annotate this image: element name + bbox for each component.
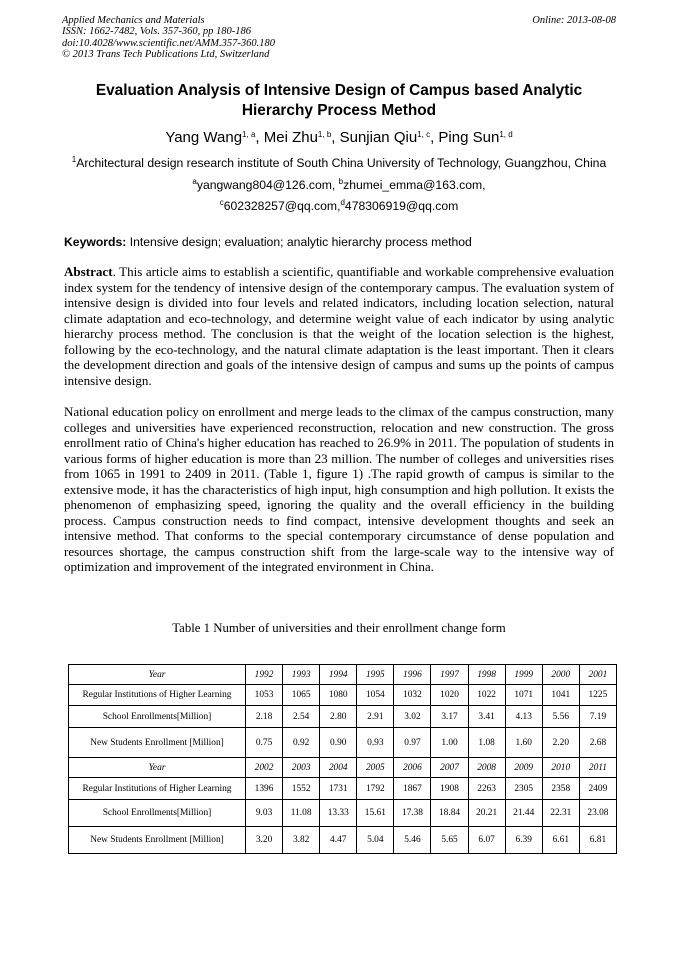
author-mark: 1, d — [499, 130, 513, 139]
table-cell: 3.82 — [283, 827, 320, 854]
year-cell: 2010 — [542, 758, 579, 778]
table-year-row — [69, 758, 617, 778]
table-cell: 6.39 — [505, 827, 542, 854]
table-cell: 13.33 — [320, 800, 357, 827]
table-cell: 9.03 — [246, 800, 283, 827]
table-cell: 3.17 — [431, 706, 468, 728]
table-cell: 4.13 — [505, 706, 542, 728]
table-cell: 4.47 — [320, 827, 357, 854]
keywords — [64, 234, 618, 250]
table-cell: 1.60 — [505, 728, 542, 758]
table-cell: 3.20 — [246, 827, 283, 854]
year-cell: 2000 — [542, 665, 579, 685]
year-cell: 1999 — [505, 665, 542, 685]
table-cell: 2263 — [468, 778, 505, 800]
table-cell: 11.08 — [283, 800, 320, 827]
abstract — [64, 264, 614, 388]
table-cell: 0.93 — [357, 728, 394, 758]
year-cell: 2007 — [431, 758, 468, 778]
keywords-text: Intensive design; evaluation; analytic hierarchy process method — [126, 235, 472, 249]
year-cell: 2003 — [283, 758, 320, 778]
table-cell: 1908 — [431, 778, 468, 800]
table-cell: 2.18 — [246, 706, 283, 728]
table-cell: 1065 — [283, 685, 320, 706]
year-header: Year — [69, 758, 246, 778]
table-row — [69, 685, 617, 706]
table-cell: 15.61 — [357, 800, 394, 827]
paper-title: Evaluation Analysis of Intensive Design of Campus based Analytic Hierarchy Process Method — [95, 82, 583, 119]
body-paragraph: National education policy on enrollment and merge leads to the climax of the campus construction, many colleges and universities have experienced reconstruction, relocation and new construction. The gross enrollment ratio of China's higher education has reached to 26.9% in 2011. The population of students in various forms of higher education is more than 23 million. The number of colleges and universities rises from 1065 in 1991 to 2409 in 2011. (Table 1, figure 1) .The rapid growth of campus is similar to the extensive mode, it has the characteristics of high input, high consumption and high pollution. It exists the phenomenon of emphasizing speed, ignoring the quality and the overall efficiency in the building process. Campus construction needs to find compact, intensive development thoughts and seek an intensive method. That conforms to the special contemporary circumstance of dense population and resources shortage, the campus construction shift from the large-scale way to the intensive way of optimization and improvement of the integrated environment in China. — [64, 404, 614, 574]
row-label: Regular Institutions of Higher Learning — [69, 778, 246, 800]
year-cell: 1997 — [431, 665, 468, 685]
table-cell: 0.97 — [394, 728, 431, 758]
year-header: Year — [69, 665, 246, 685]
author-name: Ping Sun — [438, 129, 500, 146]
enrollment-table — [68, 664, 617, 854]
table-cell: 22.31 — [542, 800, 579, 827]
author-name: Sunjian Qiu — [339, 129, 418, 146]
email-mark: d — [340, 198, 345, 207]
row-label: Regular Institutions of Higher Learning — [69, 685, 246, 706]
row-label: School Enrollments[Million] — [69, 800, 246, 827]
table-cell: 1071 — [505, 685, 542, 706]
year-cell: 1995 — [357, 665, 394, 685]
table-cell: 1032 — [394, 685, 431, 706]
table-cell: 3.02 — [394, 706, 431, 728]
table-cell: 5.56 — [542, 706, 579, 728]
table-cell: 6.07 — [468, 827, 505, 854]
table-cell: 3.41 — [468, 706, 505, 728]
table-row — [69, 827, 617, 854]
affiliation-text: Architectural design research institute of South China University of Technology, Guangzhou, China — [76, 156, 607, 170]
journal-header — [62, 15, 616, 61]
table-row — [69, 778, 617, 800]
year-cell: 1994 — [320, 665, 357, 685]
table-cell: 6.81 — [579, 827, 616, 854]
year-cell: 1998 — [468, 665, 505, 685]
table-cell: 5.46 — [394, 827, 431, 854]
table-cell: 21.44 — [505, 800, 542, 827]
year-cell: 1992 — [246, 665, 283, 685]
table-cell: 1867 — [394, 778, 431, 800]
row-label: New Students Enrollment [Million] — [69, 827, 246, 854]
table-year-row — [69, 665, 617, 685]
table-cell: 0.92 — [283, 728, 320, 758]
journal-name: Applied Mechanics and Materials — [62, 15, 205, 26]
table-cell: 20.21 — [468, 800, 505, 827]
issn-line: ISSN: 1662-7482, Vols. 357-360, pp 180-186 — [62, 26, 251, 38]
table-cell: 2305 — [505, 778, 542, 800]
table-cell: 1731 — [320, 778, 357, 800]
table-caption: Table 1 Number of universities and their enrollment change form — [172, 621, 506, 635]
affiliation-mark: 1 — [71, 155, 77, 164]
table-cell: 2.80 — [320, 706, 357, 728]
table-cell: 2.20 — [542, 728, 579, 758]
table-cell: 2.91 — [357, 706, 394, 728]
table-cell: 1054 — [357, 685, 394, 706]
table-cell: 18.84 — [431, 800, 468, 827]
year-cell: 2001 — [579, 665, 616, 685]
email-address[interactable]: 602328257@qq.com, — [223, 199, 341, 213]
table-cell: 1.00 — [431, 728, 468, 758]
author-mark: 1, b — [317, 130, 332, 139]
year-cell: 2009 — [505, 758, 542, 778]
table-cell: 1022 — [468, 685, 505, 706]
table-cell: 0.90 — [320, 728, 357, 758]
year-cell: 2004 — [320, 758, 357, 778]
row-label: School Enrollments[Million] — [69, 706, 246, 728]
author-separator: , — [331, 129, 340, 146]
email-mark: a — [192, 177, 197, 186]
table-cell: 0.75 — [246, 728, 283, 758]
year-cell: 2006 — [394, 758, 431, 778]
author-mark: 1, a — [242, 130, 256, 139]
table-cell: 2409 — [579, 778, 616, 800]
author-name: Mei Zhu — [263, 129, 318, 146]
year-cell: 2008 — [468, 758, 505, 778]
year-cell: 1993 — [283, 665, 320, 685]
table-cell: 7.19 — [579, 706, 616, 728]
table-cell: 23.08 — [579, 800, 616, 827]
year-cell: 1996 — [394, 665, 431, 685]
year-cell: 2002 — [246, 758, 283, 778]
table-cell: 2.68 — [579, 728, 616, 758]
table-cell: 6.61 — [542, 827, 579, 854]
table-row — [69, 706, 617, 728]
table-cell: 1020 — [431, 685, 468, 706]
table-cell: 2.54 — [283, 706, 320, 728]
table-cell: 17.38 — [394, 800, 431, 827]
table-cell: 1053 — [246, 685, 283, 706]
author-list — [40, 128, 638, 148]
table-cell: 1792 — [357, 778, 394, 800]
table-cell: 1552 — [283, 778, 320, 800]
keywords-label: Keywords: — [64, 235, 127, 249]
email-address[interactable]: zhumei_emma@163.com, — [343, 178, 486, 192]
email-address[interactable]: 478306919@qq.com — [344, 199, 459, 213]
table-cell: 1225 — [579, 685, 616, 706]
email-line-2 — [40, 198, 638, 214]
table-row — [69, 728, 617, 758]
author-separator: , — [430, 129, 439, 146]
doi-line: doi:10.4028/www.scientific.net/AMM.357-360.180 — [62, 37, 275, 49]
author-separator: , — [255, 129, 264, 146]
online-date: Online: 2013-08-08 — [532, 15, 616, 26]
table-cell: 1396 — [246, 778, 283, 800]
author-mark: 1, c — [417, 130, 431, 139]
copyright-line: © 2013 Trans Tech Publications Ltd, Switzerland — [62, 49, 270, 61]
year-cell: 2011 — [579, 758, 616, 778]
abstract-label: Abstract — [64, 264, 113, 279]
table-row — [69, 800, 617, 827]
table-cell: 1041 — [542, 685, 579, 706]
table-cell: 1080 — [320, 685, 357, 706]
abstract-text: . This article aims to establish a scientific, quantifiable and workable comprehensive evaluation index system for the tendency of intensive design of the contemporary campus. The evaluation system of intensive design is divided into four levels and related indicators, including location selection, natural climate adaptation and eco-technology, and determine weight value of each indicator by using analytic hierarchy process method. The conclusion is that the weight of the location selection is the highest, following by the eco-technology, and the natural climate adaptation is the least important. Then it clears the development direction and goals of the intensive design of campus and sums up the points of campus intensive design. — [64, 264, 614, 388]
table-cell: 5.04 — [357, 827, 394, 854]
email-mark: b — [338, 177, 344, 186]
table-cell: 2358 — [542, 778, 579, 800]
row-label: New Students Enrollment [Million] — [69, 728, 246, 758]
email-mark: c — [219, 198, 224, 207]
year-cell: 2005 — [357, 758, 394, 778]
affiliation — [40, 155, 638, 171]
email-address[interactable]: yangwang804@126.com, — [196, 178, 339, 192]
table-cell: 1.08 — [468, 728, 505, 758]
author-name: Yang Wang — [165, 129, 243, 146]
table-cell: 5.65 — [431, 827, 468, 854]
email-line-1 — [40, 177, 638, 193]
